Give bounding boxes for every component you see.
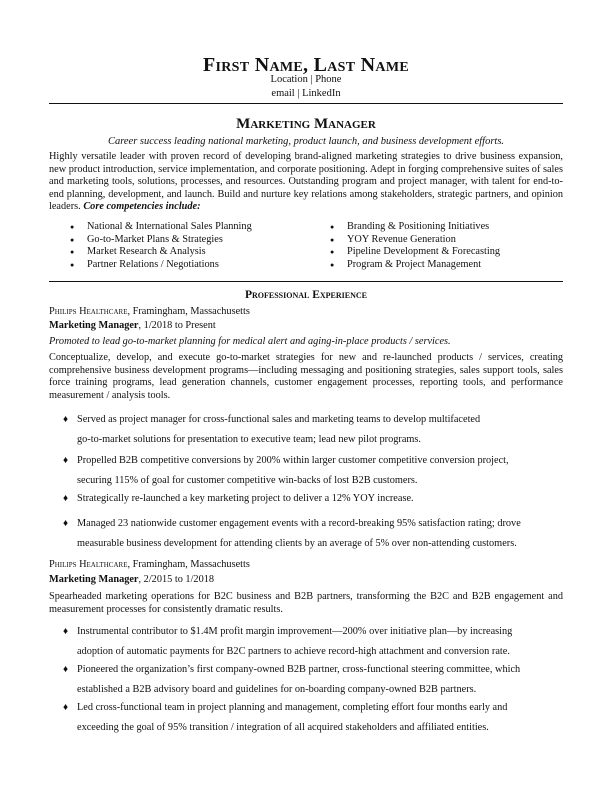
contact-email-linkedin: email | LinkedIn (271, 88, 341, 99)
summary-paragraph (49, 151, 563, 214)
competency-item: ● National & International Sales Planning (70, 221, 300, 234)
diamond-bullet-icon: ♦ (63, 664, 69, 675)
job2-company: Philips Healthcare (49, 559, 128, 570)
section-divider (49, 281, 563, 282)
job1-location: , Framingham, Massachusetts (127, 306, 250, 317)
experience-heading: Professional Experience (244, 289, 368, 301)
job2-description: Spearheaded marketing operations for B2C business and B2B partners, transforming the B2C and B2B engagement and measurement processes for consistently dramatic results. (49, 591, 563, 615)
job2-role: Marketing Manager (49, 574, 139, 585)
competency-item: ● Partner Relations / Negotiations (70, 259, 300, 272)
job1-promotion-note: Promoted to lead go-to-market planning for medical alert and aging-in-place products / services. (49, 336, 451, 347)
job1-description: Conceptualize, develop, and execute go-to-market strategies for new and re-launched products / services, creating comprehensive business development programs—including messaging and positioning strategies, sales support tools, sales force training programs, lead generation channels, customer engagement processes, reporting tools, and performance measurement / analysis tools. (49, 352, 563, 401)
job1-role: Marketing Manager (49, 320, 139, 331)
job2-dates: , 2/2015 to 1/2018 (138, 574, 215, 585)
competency-item: ● Market Research & Analysis (70, 246, 300, 259)
bullet-line: established a B2B advisory board and guidelines for on-boarding company-owned B2B partners. (77, 684, 477, 695)
header-divider (49, 103, 563, 104)
bullet-line: Served as project manager for cross-functional sales and marketing teams to develop multifaceted (77, 414, 481, 425)
job2-company-line (49, 559, 563, 572)
competency-item: ● Program & Project Management (330, 259, 560, 272)
bullet-line: adoption of automatic payments for B2C partners to achieve record-high attachment and conversion rate. (77, 646, 510, 657)
job1-company-line (49, 306, 563, 319)
core-competencies-label: Core competencies include: (83, 201, 201, 213)
job1-dates: , 1/2018 to Present (138, 320, 216, 331)
competency-item: ● YOY Revenue Generation (330, 234, 560, 247)
diamond-bullet-icon: ♦ (63, 455, 69, 466)
job-title-heading: Marketing Manager (236, 116, 376, 132)
bullet-line: Managed 23 nationwide customer engagement events with a record-breaking 95% satisfaction rating; drove (77, 518, 521, 529)
bullet-line: Propelled B2B competitive conversions by 200% within larger customer competitive conversion project, (77, 455, 509, 466)
competency-item: ● Pipeline Development & Forecasting (330, 246, 560, 259)
bullet-line: securing 115% of goal for customer competitive win-backs of lost B2B customers. (77, 475, 418, 486)
diamond-bullet-icon: ♦ (63, 518, 69, 529)
bullet-line: Strategically re-launched a key marketing project to deliver a 12% YOY increase. (77, 493, 414, 504)
job1-role-line (49, 320, 563, 333)
job1-company: Philips Healthcare (49, 306, 128, 317)
bullet-line: Led cross-functional team in project planning and management, completing effort four months early and (77, 702, 508, 713)
competencies-list-right (330, 221, 560, 272)
bullet-line: measurable business development for attending clients by an average of 5% over non-attending customers. (77, 538, 517, 549)
career-tagline: Career success leading national marketing, product launch, and business development efforts. (107, 136, 505, 147)
bullet-line: go-to-market solutions for presentation to executive team; lead new pilot programs. (77, 434, 421, 445)
summary-text: Highly versatile leader with proven record of developing brand-aligned marketing strategies to drive business expansion, new product introduction, service implementation, and corporate positioning. Adept in forging comprehensive suites of sales and marketing tools, solutions, processes, and resources. Outstanding program and project manager, with talent for end-to-end planning, development, and launch. Build and nurture key relations among stakeholders, strategic partners, and opinion leaders. (49, 151, 563, 213)
diamond-bullet-icon: ♦ (63, 493, 69, 504)
bullet-line: exceeding the goal of 95% transition / integration of all acquired stakeholders and affiliated entities. (77, 722, 489, 733)
diamond-bullet-icon: ♦ (63, 702, 69, 713)
job2-location: , Framingham, Massachusetts (127, 559, 250, 570)
job2-role-line (49, 574, 563, 587)
diamond-bullet-icon: ♦ (63, 626, 69, 637)
competency-item: ● Go-to-Market Plans & Strategies (70, 234, 300, 247)
contact-location-phone: Location | Phone (270, 74, 342, 85)
candidate-name: First Name, Last Name (203, 54, 409, 76)
bullet-line: Pioneered the organization’s first company-owned B2B partner, cross-functional steering committee, which (77, 664, 521, 675)
competencies-list-left (70, 221, 300, 272)
diamond-bullet-icon: ♦ (63, 414, 69, 425)
bullet-line: Instrumental contributor to $1.4M profit margin improvement—200% over initiative plan—by increasing (77, 626, 513, 637)
competency-item: ● Branding & Positioning Initiatives (330, 221, 560, 234)
